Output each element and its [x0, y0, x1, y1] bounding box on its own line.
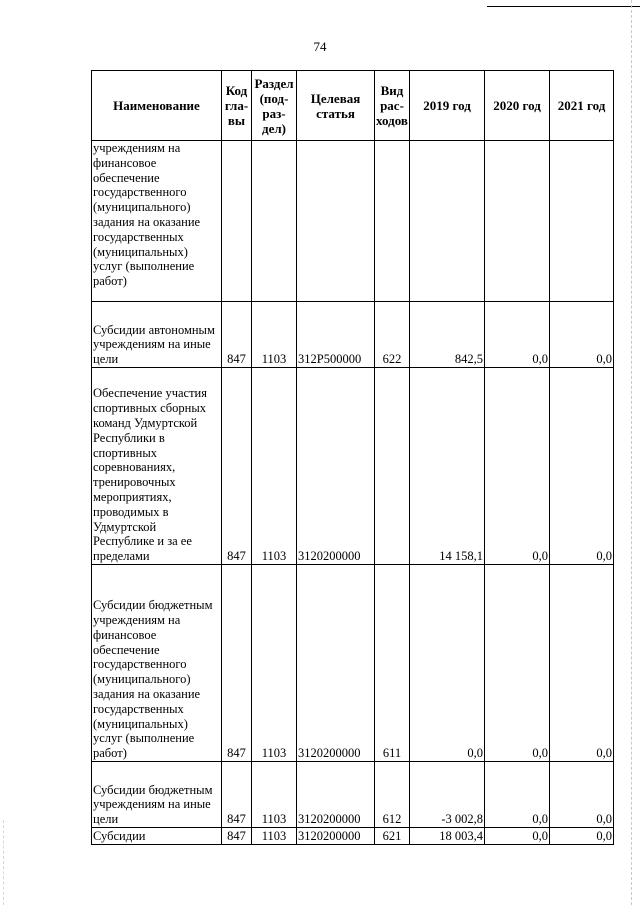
header-2021: 2021 год	[550, 71, 614, 141]
cell-code: 847	[222, 565, 252, 762]
header-expense-line: ходов	[376, 113, 408, 128]
cell-section	[252, 141, 297, 302]
table-row	[92, 762, 614, 828]
header-code	[222, 71, 252, 141]
cell-2020	[485, 141, 550, 302]
cell-code: 847	[222, 828, 252, 845]
budget-table	[91, 70, 614, 845]
header-section-line: Раздел	[254, 75, 294, 91]
header-expense	[375, 71, 410, 141]
cell-section: 1103	[252, 828, 297, 845]
cell-name: Субсидии	[92, 828, 222, 845]
header-section	[252, 71, 297, 141]
scan-edge-line-left	[3, 820, 4, 905]
cell-2019: 18 003,4	[410, 828, 485, 845]
cell-2020: 0,0	[485, 302, 550, 368]
header-expense-line: Вид	[380, 83, 404, 98]
cell-code	[222, 141, 252, 302]
table-header-row	[92, 71, 614, 141]
table-row	[92, 368, 614, 565]
cell-target: 3120200000	[297, 565, 375, 762]
cell-2021: 0,0	[550, 368, 614, 565]
header-name: Наименование	[92, 71, 222, 141]
cell-section: 1103	[252, 302, 297, 368]
cell-name: Обеспечение участия спортивных сборных команд Удмуртской Республики в спортивных соревнованиях, тренировочных мероприятиях, проводимых в Удмуртской Республике и за ее пределами	[92, 368, 222, 565]
cell-code: 847	[222, 368, 252, 565]
top-rule	[487, 6, 640, 7]
cell-2021: 0,0	[550, 828, 614, 845]
table-row	[92, 302, 614, 368]
cell-2021: 0,0	[550, 302, 614, 368]
cell-2021: 0,0	[550, 762, 614, 828]
cell-target: 3120200000	[297, 368, 375, 565]
header-2019: 2019 год	[410, 71, 485, 141]
header-expense-line: рас-	[380, 98, 404, 113]
cell-2020: 0,0	[485, 762, 550, 828]
cell-2020: 0,0	[485, 828, 550, 845]
cell-section: 1103	[252, 565, 297, 762]
header-section-line: дел)	[262, 120, 286, 136]
page-number: 74	[313, 39, 327, 54]
header-section-line: раз-	[262, 105, 286, 121]
table-row	[92, 565, 614, 762]
header-target-line: Целевая	[310, 90, 361, 106]
cell-expense: 621	[375, 828, 410, 845]
header-section-line: (под-	[259, 90, 289, 106]
cell-target: 3120200000	[297, 762, 375, 828]
cell-name: Субсидии бюджетным учреждениям на иные цели	[92, 762, 222, 828]
cell-expense: 612	[375, 762, 410, 828]
cell-2020: 0,0	[485, 368, 550, 565]
cell-name: учреждениям на финансовое обеспечение государственного (муниципального) задания на оказание государственных (муниципальных) услуг (выполнение работ)	[92, 141, 222, 302]
header-code-line: гла-	[224, 98, 249, 113]
cell-code: 847	[222, 302, 252, 368]
scan-edge-line	[631, 0, 632, 905]
cell-name: Субсидии автономным учреждениям на иные цели	[92, 302, 222, 368]
table-row	[92, 828, 614, 845]
cell-name: Субсидии бюджетным учреждениям на финансовое обеспечение государственного (муниципального) задания на оказание государственных (муниципальных) услуг (выполнение работ)	[92, 565, 222, 762]
header-target	[297, 71, 375, 141]
header-target-line: статья	[316, 105, 355, 121]
cell-section: 1103	[252, 368, 297, 565]
header-code-line: вы	[227, 113, 246, 128]
cell-expense	[375, 368, 410, 565]
cell-code: 847	[222, 762, 252, 828]
cell-expense: 611	[375, 565, 410, 762]
cell-2019: 14 158,1	[410, 368, 485, 565]
cell-2020: 0,0	[485, 565, 550, 762]
cell-2021: 0,0	[550, 565, 614, 762]
cell-section: 1103	[252, 762, 297, 828]
cell-2019: 0,0	[410, 565, 485, 762]
cell-2019	[410, 141, 485, 302]
cell-expense: 622	[375, 302, 410, 368]
cell-target: 3120200000	[297, 828, 375, 845]
cell-expense	[375, 141, 410, 302]
header-2020: 2020 год	[485, 71, 550, 141]
header-code-line: Код	[225, 83, 248, 98]
cell-target	[297, 141, 375, 302]
cell-target: 312P500000	[297, 302, 375, 368]
table-row	[92, 141, 614, 302]
cell-2019: 842,5	[410, 302, 485, 368]
cell-2021	[550, 141, 614, 302]
cell-2019: -3 002,8	[410, 762, 485, 828]
